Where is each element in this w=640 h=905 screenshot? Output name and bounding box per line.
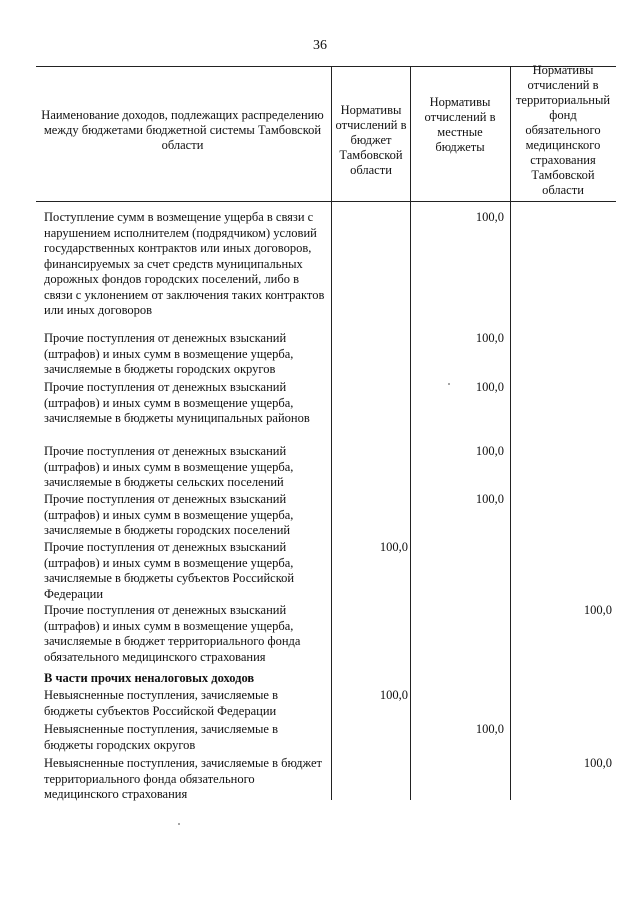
table-header-rule — [36, 201, 616, 202]
header-income-name — [40, 90, 325, 170]
row-description: Прочие поступления от денежных взысканий (штрафов) и иных сумм в возмещение ущерба, зачисляемые в бюджеты субъектов Российской Федерации — [44, 540, 295, 601]
column-divider — [410, 66, 411, 800]
local-norm-value: 100,0 — [475, 444, 504, 458]
header-oms-fund-norms — [512, 62, 614, 198]
row-description: Поступление сумм в возмещение ущерба в связи с нарушением исполнителем (подрядчиком) условий государственных контрактов или иных договоров, финансируемых за счет средств муниципальных дорожных фондов городских поселений, либо в связи с уклонением от заключения таких контрактов или иных договоров — [44, 210, 325, 317]
section-heading: В части прочих неналоговых доходов — [44, 671, 255, 685]
local-norm-value: 100,0 — [475, 210, 504, 224]
header-income-name-text: Наименование доходов, подлежащих распределению между бюджетами бюджетной системы Тамбовской области — [41, 107, 324, 152]
header-oms-fund-norms-text: Нормативы отчислений в территориальный фонд обязательного медицинского страхования Тамбовской области — [515, 62, 611, 197]
header-local-norms-text: Нормативы отчислений в местные бюджеты — [424, 95, 496, 154]
row-description: Невыясненные поступления, зачисляемые в бюджет территориального фонда обязательного медицинского страхования — [44, 756, 323, 801]
regional-norm-value: 100,0 — [379, 688, 408, 702]
regional-norm-value: 100,0 — [379, 540, 408, 554]
row-description: Прочие поступления от денежных взысканий (штрафов) и иных сумм в возмещение ущерба, зачисляемые в бюджеты городских округов — [44, 331, 294, 376]
header-regional-norms-text: Нормативы отчислений в бюджет Тамбовской области — [335, 102, 407, 177]
scan-speck — [178, 823, 180, 825]
local-norm-value: 100,0 — [475, 331, 504, 345]
row-description: Невыясненные поступления, зачисляемые в бюджеты субъектов Российской Федерации — [44, 688, 278, 718]
oms-norm-value: 100,0 — [583, 603, 612, 617]
row-description: Прочие поступления от денежных взысканий (штрафов) и иных сумм в возмещение ущерба, зачисляемые в бюджет территориального фонда обязательного медицинского страхования — [44, 603, 301, 664]
scan-speck — [448, 383, 450, 385]
oms-norm-value: 100,0 — [583, 756, 612, 770]
row-description: Прочие поступления от денежных взысканий (штрафов) и иных сумм в возмещение ущерба, зачисляемые в бюджеты городских поселений — [44, 492, 294, 537]
column-divider — [331, 66, 332, 800]
row-description: Невыясненные поступления, зачисляемые в бюджеты городских округов — [44, 722, 278, 752]
page-number: 36 — [313, 38, 327, 53]
local-norm-value: 100,0 — [475, 722, 504, 736]
column-divider — [510, 66, 511, 800]
row-description: Прочие поступления от денежных взысканий (штрафов) и иных сумм в возмещение ущерба, зачисляемые в бюджеты муниципальных районов — [44, 380, 310, 425]
local-norm-value: 100,0 — [475, 380, 504, 394]
local-norm-value: 100,0 — [475, 492, 504, 506]
header-local-norms — [412, 90, 508, 160]
header-regional-norms — [333, 90, 409, 190]
row-description: Прочие поступления от денежных взысканий (штрафов) и иных сумм в возмещение ущерба, зачисляемые в бюджеты сельских поселений — [44, 444, 294, 489]
